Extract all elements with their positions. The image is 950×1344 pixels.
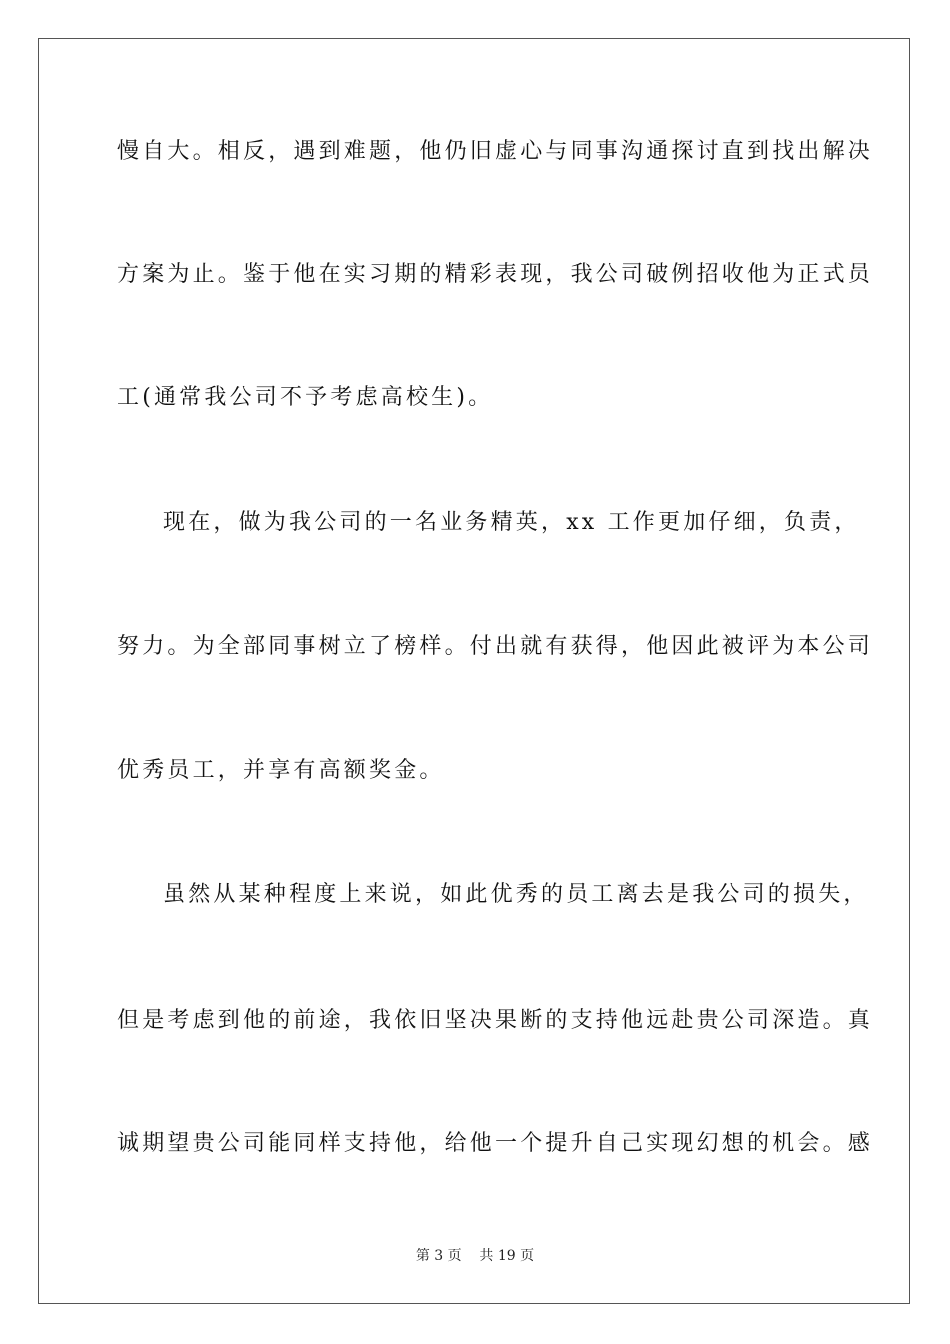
page-border: [38, 38, 910, 1304]
text-line: 优秀员工，并享有高额奖金。: [117, 758, 445, 783]
text-line: 慢自大。相反，遇到难题，他仍旧虚心与同事沟通探讨直到找出解决: [117, 139, 874, 164]
text-line: 努力。为全部同事树立了榜样。付出就有获得，他因此被评为本公司: [117, 634, 874, 659]
text-line: 方案为止。鉴于他在实习期的精彩表现，我公司破例招收他为正式员: [117, 262, 874, 287]
paragraph-start-line: 虽然从某种程度上来说，如此优秀的员工离去是我公司的损失，: [163, 882, 869, 907]
text-line: 但是考虑到他的前途，我依旧坚决果断的支持他远赴贵公司深造。真: [117, 1008, 874, 1033]
page-number-footer: 第 3 页 共 19 页: [415, 1248, 535, 1264]
text-line: 诚期望贵公司能同样支持他，给他一个提升自己实现幻想的机会。感: [117, 1131, 874, 1156]
text-line: 工(通常我公司不予考虑高校生)。: [117, 385, 494, 410]
paragraph-start-line: 现在，做为我公司的一名业务精英，xx 工作更加仔细，负责，: [163, 510, 860, 535]
